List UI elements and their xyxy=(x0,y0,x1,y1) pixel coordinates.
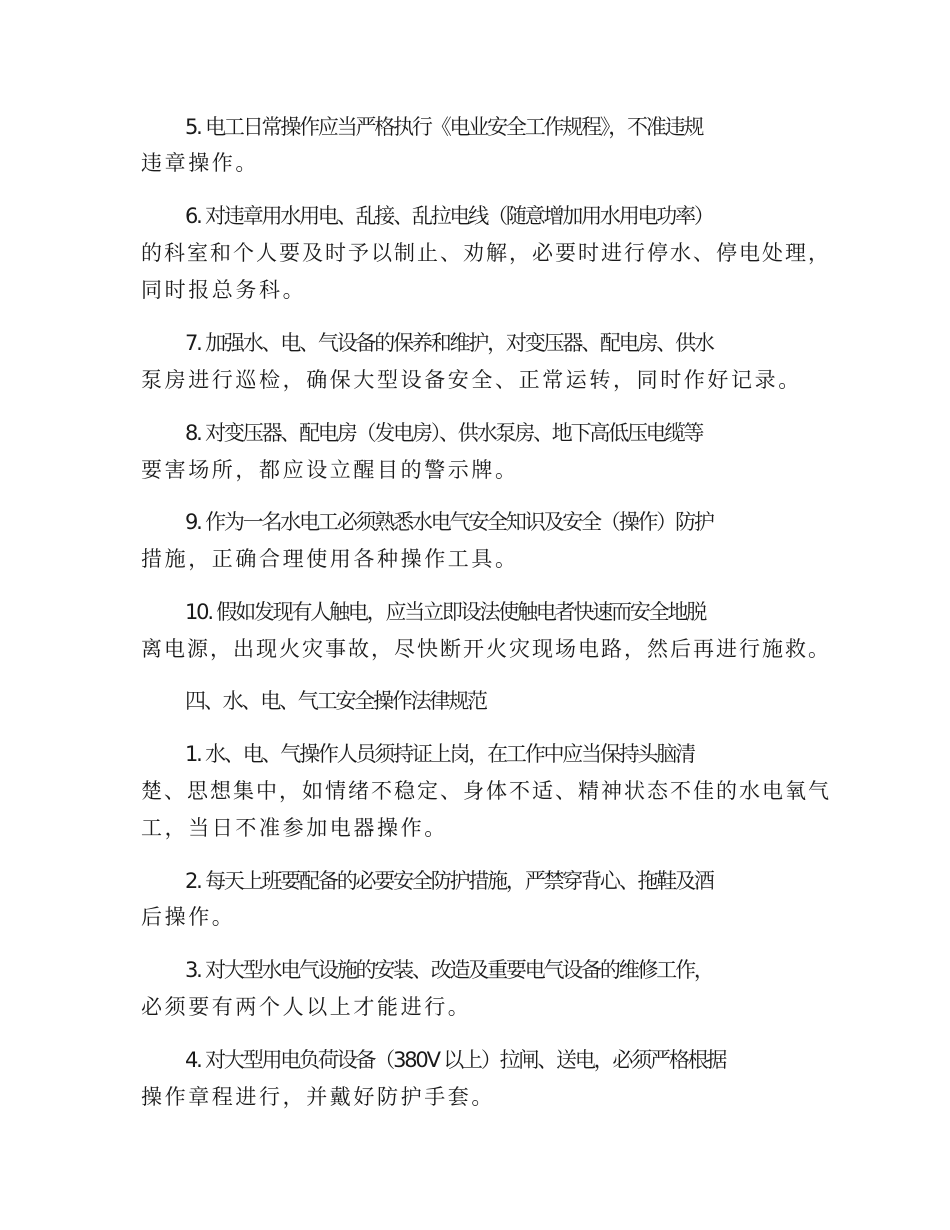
paragraph-item-8-line-2: 要害场所，都应设立醒目的警示牌。 xyxy=(141,458,519,482)
paragraph-item-5-line-2: 违章操作。 xyxy=(141,151,259,175)
section-heading: 四、水、电、气工安全操作法律规范 xyxy=(185,689,486,713)
paragraph-item-10-line-2: 离电源，出现火灾事故，尽快断开火灾现场电路，然后再进行施救。 xyxy=(141,637,831,661)
paragraph-item-10-line-1: 10. 假如发现有人触电，应当立即设法使触电者快速而安全地脱 xyxy=(185,600,706,624)
paragraph-rule-4-line-2: 操作章程进行，并戴好防护手套。 xyxy=(141,1085,495,1109)
paragraph-item-6-line-2: 的科室和个人要及时予以制止、劝解，必要时进行停水、停电处理， xyxy=(141,241,831,265)
paragraph-rule-3-line-1: 3. 对大型水电气设施的安装、改造及重要电气设备的维修工作， xyxy=(185,958,713,982)
paragraph-item-5-line-1: 5. 电工日常操作应当严格执行《电业安全工作规程》，不准违规 xyxy=(185,115,703,139)
paragraph-item-6-line-1: 6. 对违章用水用电、乱接、乱拉电线（随意增加用水用电功率） xyxy=(185,204,713,228)
paragraph-rule-4-line-1: 4. 对大型用电负荷设备（380V 以上）拉闸、送电，必须严格根据 xyxy=(185,1048,726,1072)
paragraph-rule-1-line-3: 工，当日不准参加电器操作。 xyxy=(141,816,448,840)
paragraph-item-6-line-3: 同时报总务科。 xyxy=(141,278,307,302)
paragraph-item-7-line-2: 泵房进行巡检，确保大型设备安全、正常运转，同时作好记录。 xyxy=(141,368,802,392)
paragraph-rule-2-line-1: 2. 每天上班要配备的必要安全防护措施，严禁穿背心、拖鞋及酒 xyxy=(185,869,713,893)
paragraph-item-9-line-2: 措施，正确合理使用各种操作工具。 xyxy=(141,547,519,571)
paragraph-item-7-line-1: 7. 加强水、电、气设备的保养和维护，对变压器、配电房、供水 xyxy=(185,331,713,355)
paragraph-rule-3-line-2: 必须要有两个人以上才能进行。 xyxy=(141,995,472,1019)
paragraph-item-9-line-1: 9. 作为一名水电工必须熟悉水电气安全知识及安全（操作）防护 xyxy=(185,510,713,534)
paragraph-rule-2-line-2: 后操作。 xyxy=(141,905,236,929)
paragraph-item-8-line-1: 8. 对变压器、配电房（发电房）、供水泵房、地下高低压电缆等 xyxy=(185,421,703,445)
paragraph-rule-1-line-1: 1. 水、电、气操作人员须持证上岗，在工作中应当保持头脑清 xyxy=(185,742,694,766)
paragraph-rule-1-line-2: 楚、思想集中，如情绪不稳定、身体不适、精神状态不佳的水电氧气 xyxy=(141,779,831,803)
